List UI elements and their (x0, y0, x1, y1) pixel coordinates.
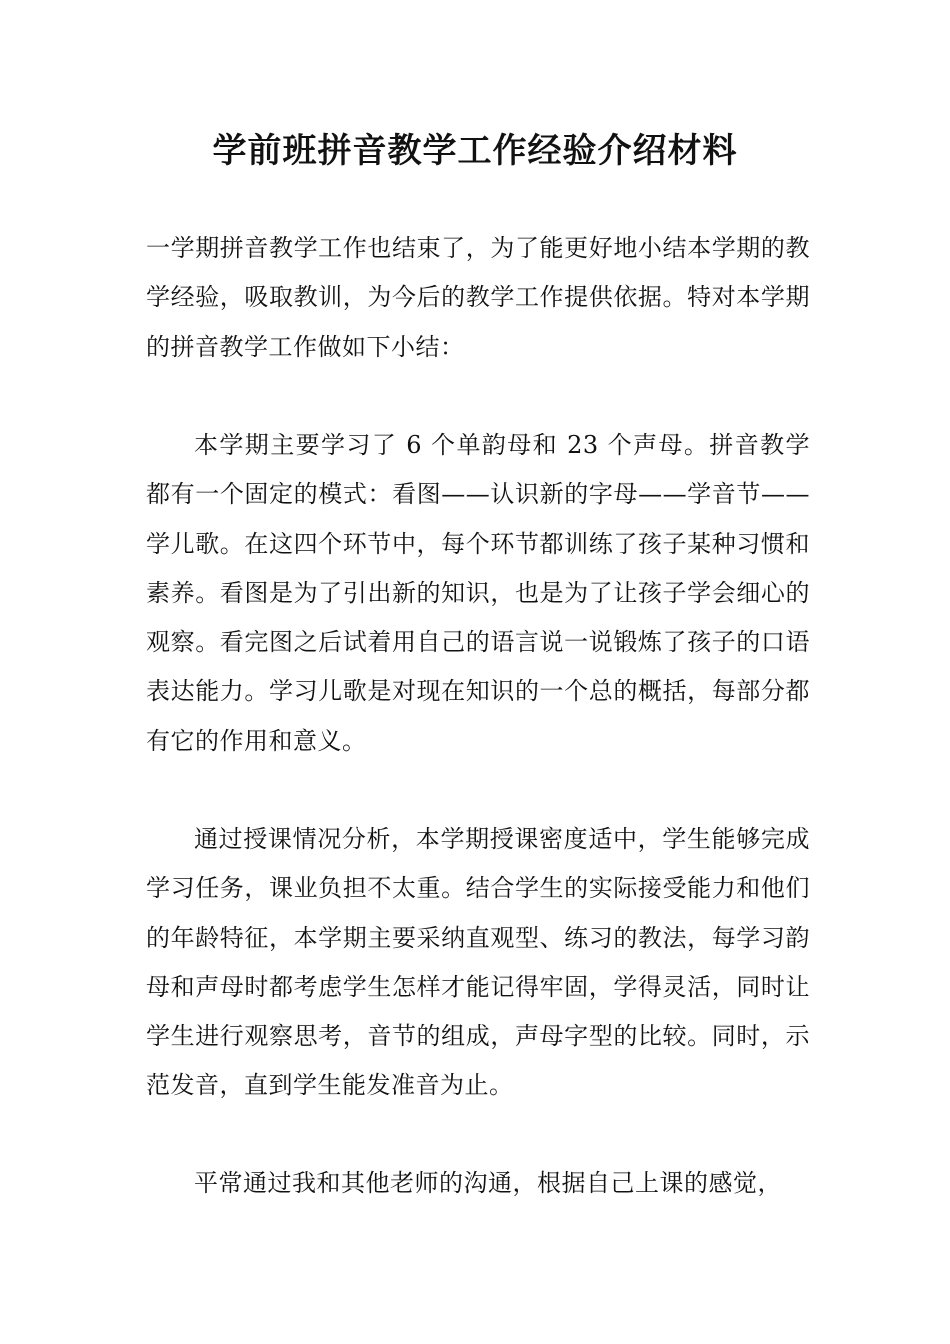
paragraph-intro: 一学期拼音教学工作也结束了，为了能更好地小结本学期的教学经验，吸取教训，为今后的教学工作提供依据。特对本学期的拼音教学工作做如下小结： (146, 234, 810, 361)
document-title: 学前班拼音教学工作经验介绍材料 (212, 131, 738, 171)
paragraph-lesson-analysis: 通过授课情况分析，本学期授课密度适中，学生能够完成学习任务，课业负担不太重。结合学生的实际接受能力和他们的年龄特征，本学期主要采纳直观型、练习的教法，每学习韵母和声母时都考虑学生怎样才能记得牢固，学得灵活，同时让学生进行观察思考，音节的组成，声母字型的比较。同时，示范发音，直到学生能发准音为止。 (146, 825, 810, 1100)
paragraph-teaching-model: 本学期主要学习了 6 个单韵母和 23 个声母。拼音教学都有一个固定的模式：看图——认识新的字母——学音节——学儿歌。在这四个环节中，每个环节都训练了孩子某种习惯和素养。看图是为了引出新的知识，也是为了让孩子学会细心的观察。看完图之后试着用自己的语言说一说锻炼了孩子的口语表达能力。学习儿歌是对现在知识的一个总的概括，每部分都有它的作用和意义。 (146, 431, 810, 755)
paragraph-communication: 平常通过我和其他老师的沟通，根据自己上课的感觉， (194, 1169, 782, 1197)
